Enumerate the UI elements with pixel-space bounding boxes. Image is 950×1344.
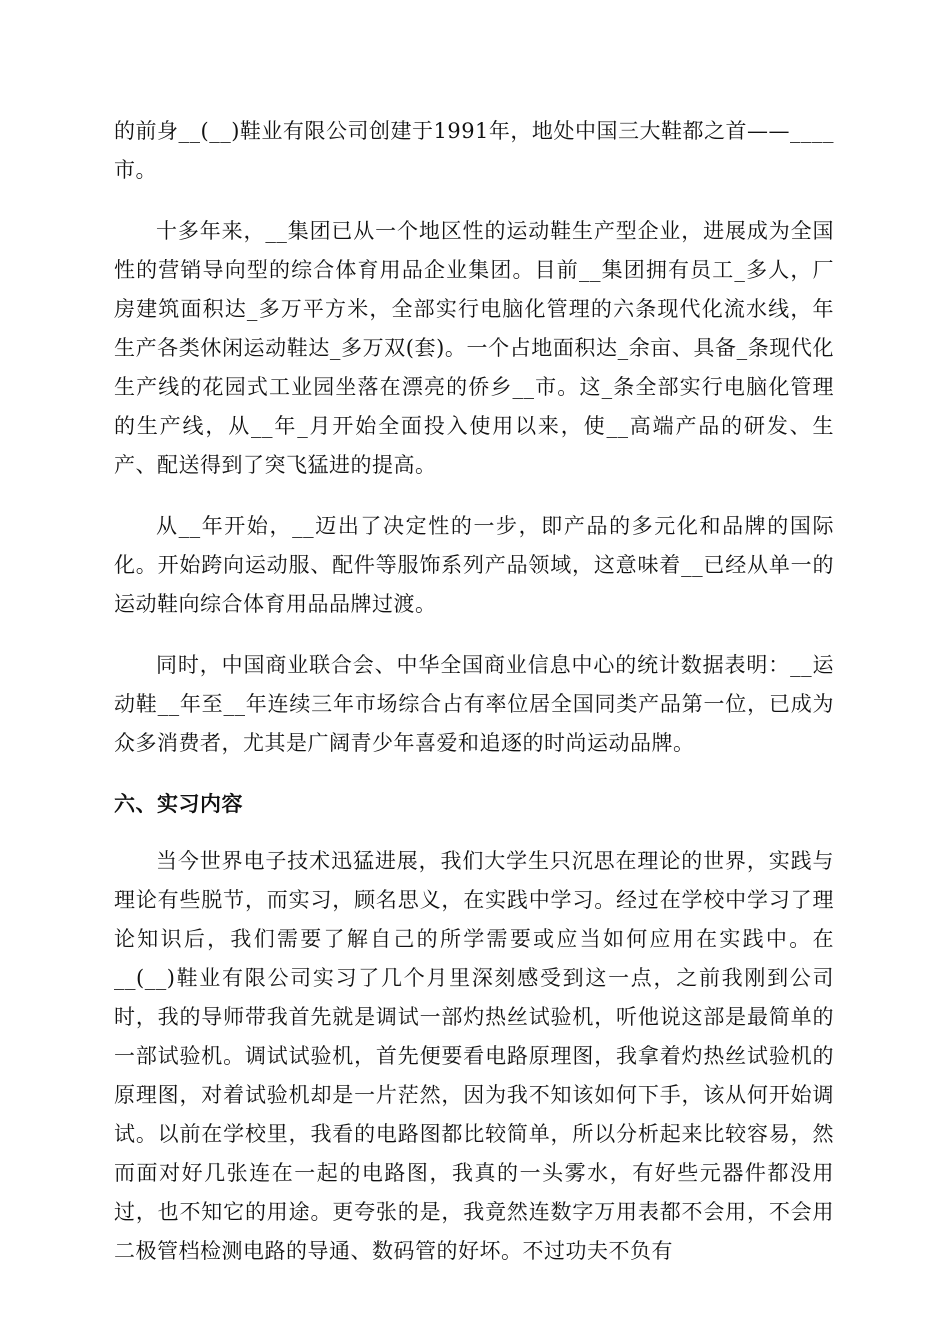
paragraph-group-development: 十多年来，__集团已从一个地区性的运动鞋生产型企业，进展成为全国性的营销导向型的综合体育用品企业集团。目前__集团拥有员工_多人，厂房建筑面积达_多万平方米，全部实行电脑化管理的六条现代化流水线，年生产各类休闲运动鞋达_多万双(套)。一个占地面积达_余亩、具备_条现代化生产线的花园式工业园坐落在漂亮的侨乡__市。这_条全部实行电脑化管理的生产线，从__年_月开始全面投入使用以来，使__高端产品的研发、生产、配送得到了突飞猛进的提高。 — [114, 219, 834, 477]
section-heading-internship-content: 六、实习内容 — [114, 792, 243, 816]
paragraph-internship-experience: 当今世界电子技术迅猛进展，我们大学生只沉思在理论的世界，实践与理论有些脱节，而实习，顾名思义，在实践中学习。经过在学校中学习了理论知识后，我们需要了解自己的所学需要或应当如何应用在实践中。在__(__)鞋业有限公司实习了几个月里深刻感受到这一点，之前我刚到公司时，我的导师带我首先就是调试一部灼热丝试验机，听他说这部是最简单的一部试验机。调试试验机，首先便要看电路原理图，我拿着灼热丝试验机的原理图，对着试验机却是一片茫然，因为我不知该如何下手，该从何开始调试。以前在学校里，我看的电路图都比较简单，所以分析起来比较容易，然而面对好几张连在一起的电路图，我真的一头雾水，有好些元器件都没用过，也不知它的用途。更夸张的是，我竟然连数字万用表都不会用，不会用二极管档检测电路的导通、数码管的好坏。不过功夫不负有 — [114, 849, 834, 1263]
paragraph-diversification: 从__年开始，__迈出了决定性的一步，即产品的多元化和品牌的国际化。开始跨向运动服、配件等服饰系列产品领域，这意味着__已经从单一的运动鞋向综合体育用品品牌过渡。 — [114, 514, 834, 616]
paragraph-market-statistics: 同时，中国商业联合会、中华全国商业信息中心的统计数据表明：__运动鞋__年至__年连续三年市场综合占有率位居全国同类产品第一位，已成为众多消费者，尤其是广阔青少年喜爱和追逐的时尚运动品牌。 — [114, 653, 834, 755]
paragraph-company-origin: 的前身__(__)鞋业有限公司创建于1991年，地处中国三大鞋都之首——____市。 — [114, 119, 834, 182]
document-page — [114, 112, 834, 1293]
